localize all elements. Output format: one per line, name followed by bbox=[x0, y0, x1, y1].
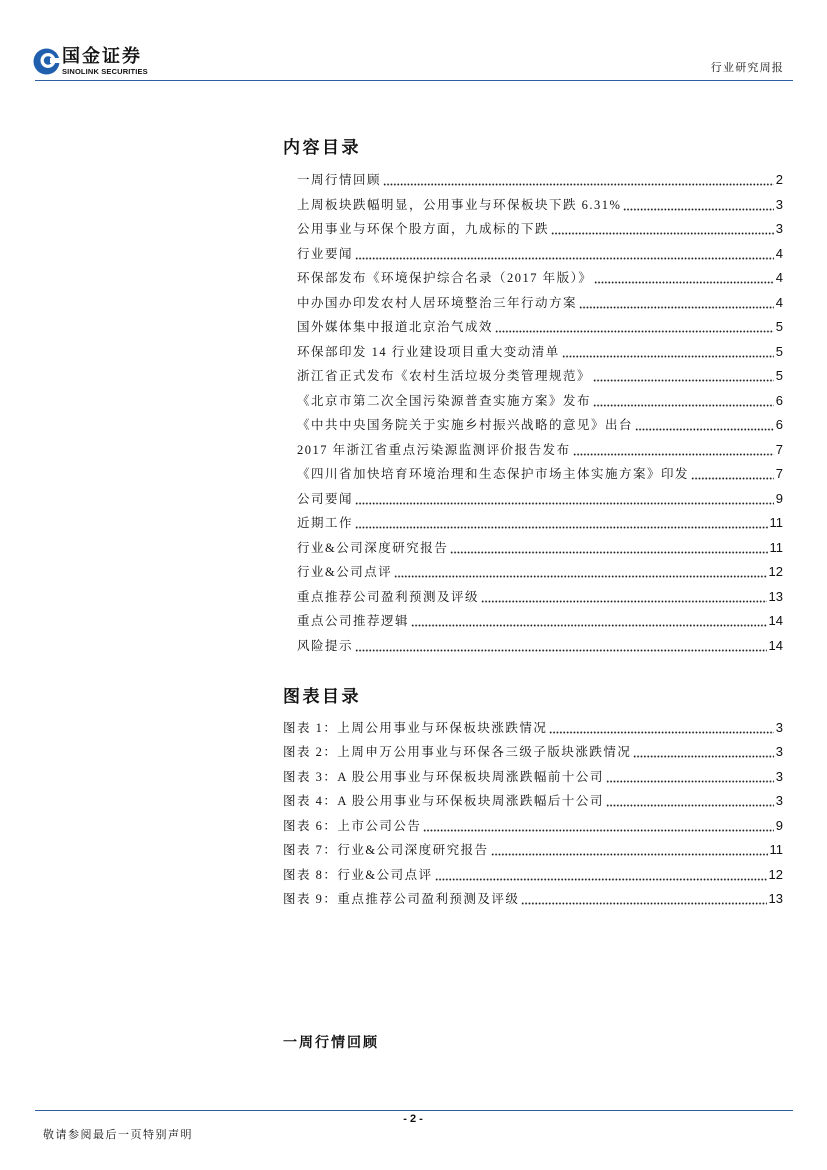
dot-leader bbox=[491, 838, 768, 863]
toc-entry-page: 6 bbox=[775, 392, 783, 408]
toc-entry[interactable] bbox=[297, 634, 783, 659]
toc-entry[interactable] bbox=[297, 168, 783, 193]
dot-leader bbox=[633, 740, 773, 765]
figures-list bbox=[283, 716, 783, 912]
dot-leader bbox=[623, 193, 773, 218]
page-number: - 2 - bbox=[403, 1113, 423, 1125]
figure-entry[interactable] bbox=[283, 765, 783, 790]
toc-entry[interactable] bbox=[297, 609, 783, 634]
toc-entry-title: 浙江省正式发布《农村生活垃圾分类管理规范》 bbox=[297, 369, 592, 383]
figure-entry-page: 3 bbox=[775, 768, 783, 784]
figure-entry-page: 11 bbox=[769, 842, 783, 857]
dot-leader bbox=[606, 765, 774, 790]
toc-entry[interactable] bbox=[297, 315, 783, 340]
dot-leader bbox=[562, 340, 774, 365]
figure-entry-title: 图表 3：A 股公用事业与环保板块周涨跌幅前十公司 bbox=[283, 769, 604, 784]
toc-entry[interactable] bbox=[297, 438, 783, 463]
toc-entry[interactable] bbox=[297, 536, 783, 561]
dot-leader bbox=[355, 242, 774, 267]
dot-leader bbox=[593, 389, 774, 414]
figure-entry-page: 3 bbox=[775, 793, 783, 808]
toc-entry-title: 环保部发布《环境保护综合名录（2017 年版）》 bbox=[297, 271, 593, 285]
dot-leader bbox=[635, 413, 774, 438]
dot-leader bbox=[394, 560, 766, 585]
toc-entry-title: 行业&公司点评 bbox=[297, 565, 393, 579]
figure-entry[interactable] bbox=[283, 740, 783, 765]
figure-entry[interactable] bbox=[283, 789, 783, 814]
dot-leader bbox=[481, 585, 767, 610]
toc-entry-title: 《中共中央国务院关于实施乡村振兴战略的意见》出台 bbox=[297, 418, 634, 432]
figure-entry-page: 3 bbox=[775, 744, 783, 759]
dot-leader bbox=[594, 266, 773, 291]
toc-entry-title: 行业&公司深度研究报告 bbox=[297, 540, 449, 555]
dot-leader bbox=[549, 716, 773, 741]
dot-leader bbox=[435, 863, 767, 888]
figure-entry-title: 图表 1：上周公用事业与环保板块涨跌情况 bbox=[283, 720, 548, 735]
toc-entry-title: 中办国办印发农村人居环境整治三年行动方案 bbox=[297, 295, 578, 310]
figure-entry[interactable] bbox=[283, 887, 783, 912]
footer-disclaimer: 敬请参阅最后一页特别声明 bbox=[43, 1129, 193, 1141]
figure-entry-page: 3 bbox=[775, 719, 783, 735]
toc-entry[interactable] bbox=[297, 242, 783, 267]
toc-entry-page: 2 bbox=[775, 172, 783, 187]
dot-leader bbox=[383, 168, 774, 193]
toc-entry-title: 一周行情回顾 bbox=[297, 173, 382, 187]
header-divider bbox=[35, 80, 793, 81]
toc-entry[interactable] bbox=[297, 217, 783, 242]
figure-entry-title: 图表 9：重点推荐公司盈利预测及评级 bbox=[283, 892, 520, 906]
toc-entry-page: 3 bbox=[775, 221, 783, 236]
toc-entry-page: 13 bbox=[768, 588, 783, 604]
dot-leader bbox=[495, 315, 774, 340]
dot-leader bbox=[551, 217, 774, 242]
toc-entry-page: 4 bbox=[775, 245, 783, 261]
dot-leader bbox=[521, 887, 766, 912]
figure-entry-title: 图表 6：上市公司公告 bbox=[283, 818, 422, 833]
toc-entry[interactable] bbox=[297, 266, 783, 291]
toc-entry[interactable] bbox=[297, 511, 783, 536]
toc-entry-page: 14 bbox=[768, 613, 783, 628]
figure-entry-title: 图表 8：行业&公司点评 bbox=[283, 867, 433, 882]
toc-entry-title: 风险提示 bbox=[297, 638, 354, 653]
figure-entry[interactable] bbox=[283, 716, 783, 741]
toc-entry-page: 11 bbox=[769, 515, 783, 530]
figure-entry[interactable] bbox=[283, 814, 783, 839]
toc-entry-title: 《北京市第二次全国污染源普查实施方案》发布 bbox=[297, 393, 592, 408]
toc-entry-page: 5 bbox=[775, 368, 783, 383]
dot-leader bbox=[355, 634, 767, 659]
logo-text-cn: 国金证券 bbox=[62, 46, 142, 67]
toc-entry-page: 12 bbox=[768, 564, 783, 579]
toc-entry[interactable] bbox=[297, 413, 783, 438]
toc-entry-title: 行业要闻 bbox=[297, 246, 354, 261]
dot-leader bbox=[423, 814, 773, 839]
toc-entry-title: 公用事业与环保个股方面，九成标的下跌 bbox=[297, 222, 550, 236]
section-title: 一周行情回顾 bbox=[283, 1035, 379, 1051]
toc-entry-page: 7 bbox=[775, 441, 783, 457]
dot-leader bbox=[450, 536, 767, 561]
sinolink-logo-icon bbox=[33, 48, 60, 75]
footer-divider bbox=[35, 1110, 793, 1111]
dot-leader bbox=[355, 511, 767, 536]
toc-entry[interactable] bbox=[297, 487, 783, 512]
toc-entry-page: 11 bbox=[769, 539, 783, 555]
toc-entry-page: 5 bbox=[775, 319, 783, 334]
toc-entry-title: 上周板块跌幅明显，公用事业与环保板块下跌 6.31% bbox=[297, 197, 622, 212]
toc-entry-title: 环保部印发 14 行业建设项目重大变动清单 bbox=[297, 344, 560, 359]
toc-entry-page: 4 bbox=[775, 270, 783, 285]
toc-entry-page: 6 bbox=[775, 417, 783, 432]
toc-entry[interactable] bbox=[297, 389, 783, 414]
toc-entry-page: 5 bbox=[775, 343, 783, 359]
toc-entry-page: 3 bbox=[775, 196, 783, 212]
figure-entry-page: 9 bbox=[775, 817, 783, 833]
toc-entry-title: 2017 年浙江省重点污染源监测评价报告发布 bbox=[297, 442, 571, 457]
dot-leader bbox=[579, 291, 774, 316]
toc-entry-title: 公司要闻 bbox=[297, 491, 354, 506]
toc-entry-page: 4 bbox=[775, 294, 783, 310]
toc-entry-title: 近期工作 bbox=[297, 516, 354, 530]
dot-leader bbox=[573, 438, 774, 463]
dot-leader bbox=[411, 609, 767, 634]
toc-entry[interactable] bbox=[297, 340, 783, 365]
toc-entry[interactable] bbox=[297, 462, 783, 487]
contents-heading: 内容目录 bbox=[283, 138, 361, 158]
toc-entry-page: 9 bbox=[775, 490, 783, 506]
toc-entry-title: 国外媒体集中报道北京治气成效 bbox=[297, 320, 494, 334]
toc-entry[interactable] bbox=[297, 193, 783, 218]
figure-entry[interactable] bbox=[283, 838, 783, 863]
toc-entry-title: 重点公司推荐逻辑 bbox=[297, 614, 410, 628]
toc-entry[interactable] bbox=[297, 291, 783, 316]
toc-entry[interactable] bbox=[297, 585, 783, 610]
toc-entry-page: 14 bbox=[768, 637, 783, 653]
figure-entry-title: 图表 7：行业&公司深度研究报告 bbox=[283, 843, 489, 857]
figures-heading: 图表目录 bbox=[283, 687, 361, 707]
contents-list bbox=[297, 168, 783, 658]
dot-leader bbox=[691, 462, 774, 487]
report-type-label: 行业研究周报 bbox=[710, 62, 784, 74]
figure-entry-title: 图表 2：上周申万公用事业与环保各三级子版块涨跌情况 bbox=[283, 745, 632, 759]
figure-entry[interactable] bbox=[283, 863, 783, 888]
toc-entry-title: 《四川省加快培育环境治理和生态保护市场主体实施方案》印发 bbox=[297, 467, 690, 481]
figure-entry-page: 12 bbox=[768, 866, 783, 882]
dot-leader bbox=[606, 789, 774, 814]
toc-entry[interactable] bbox=[297, 560, 783, 585]
figure-entry-title: 图表 4：A 股公用事业与环保板块周涨跌幅后十公司 bbox=[283, 794, 604, 808]
figure-entry-page: 13 bbox=[768, 891, 783, 906]
dot-leader bbox=[355, 487, 774, 512]
logo-text-en: SINOLINK SECURITIES bbox=[62, 67, 148, 76]
toc-entry-page: 7 bbox=[775, 466, 783, 481]
dot-leader bbox=[593, 364, 774, 389]
toc-entry[interactable] bbox=[297, 364, 783, 389]
toc-entry-title: 重点推荐公司盈利预测及评级 bbox=[297, 589, 480, 604]
